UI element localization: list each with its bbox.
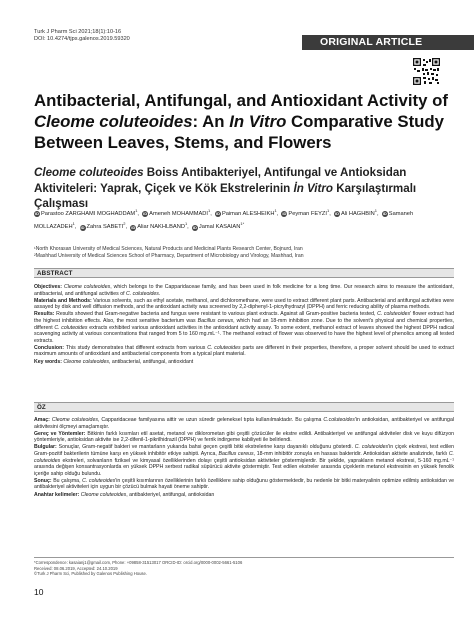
author-separator: , [187, 224, 192, 231]
author-affiliation-number: 1 [184, 221, 188, 227]
author-separator: , [210, 210, 215, 217]
oz-text: 'in çiçek ekstresi, test edilen Gram-pozitif bakterilerin tümüne karşı en yüksek inhibitör etkiye sahipti. Ayrıca, [34, 444, 455, 457]
amac-label: Amaç: [34, 417, 52, 423]
author-affiliation-number: 1 [274, 208, 277, 213]
author-name: Jamal KASAIAN [198, 224, 241, 231]
author-separator: , [329, 210, 334, 217]
orcid-icon[interactable]: iD [192, 224, 197, 230]
correspondence-note: *Correspondence: kasaianj1@gmail.com, Phone: +09858-31513017 ORCID-ID: orcid.org/0000-0002-5661-5106 [34, 560, 243, 565]
abstract-objectives [34, 284, 454, 297]
footer-notes [34, 560, 454, 577]
oz-body [34, 417, 454, 499]
author-name: Samaneh MOLLAZADEH [34, 210, 414, 231]
title-in-vitro: In Vitro [229, 112, 287, 131]
orcid-icon[interactable]: iD [282, 211, 287, 217]
orcid-icon[interactable]: iD [334, 211, 339, 217]
received-accepted-dates: Received: 08.06.2019, Accepted: 24.10.2019 [34, 565, 118, 571]
journal-reference [34, 29, 130, 43]
anahtar-label: Anahtar kelimeler: [34, 491, 81, 498]
title-text: Antibacterial, Antifungal, and Antioxidant Activity of [34, 91, 448, 110]
oz-bulgular [34, 444, 454, 477]
author-item [142, 208, 215, 217]
qr-code-icon[interactable] [413, 58, 440, 85]
title-tr-text: Karşılaştırmalı Çalışması [34, 181, 417, 210]
abstract-text: parts are different in their properties, therefore, a proper solvent should be used to extract maximum amounts of antioxidant and antibacterial components from a typical plant material. [34, 344, 454, 358]
orcid-icon[interactable]: iD [35, 211, 39, 217]
author-affiliation-number: 1 [207, 208, 211, 213]
author-item [281, 208, 334, 217]
author-list [34, 206, 454, 233]
page-number: 10 [34, 587, 44, 597]
affiliation-1: ¹North Khorasan University of Medical Sciences, Natural Products and Medicinal Plants Research Center, Bojnurd, Iran [34, 246, 303, 252]
species-name: C. coluteoides [126, 290, 159, 297]
abstract-keywords [34, 359, 454, 366]
oz-anahtar [34, 492, 454, 499]
article-type-banner [302, 35, 474, 50]
bacterium-name: Bacillus cereus [197, 317, 234, 324]
journal-citation: Turk J Pharm Sci 2021;18(1):10-16 [34, 29, 122, 35]
species-name: C. coluteoides [207, 344, 241, 351]
author-name: Zahra SABETI [86, 224, 124, 231]
abstract-text: ' flower extract had the highest inhibition effects. Also, the most sensitive bacterium was [34, 311, 454, 324]
author-item [34, 208, 143, 217]
oz-amac [34, 417, 454, 430]
oz-heading-bar [34, 402, 454, 412]
species-name: Cleome coluteoides [63, 358, 109, 365]
footer-divider [34, 557, 454, 558]
orcid-icon[interactable]: iD [215, 211, 220, 217]
author-affiliation-number: 1 [374, 208, 378, 213]
abstract-text: This study demonstrates that different extracts from various [65, 344, 208, 351]
keywords-text: , antibacterial, antifungal, antioxidant [108, 358, 194, 365]
oz-gerec [34, 431, 454, 444]
abstract-text: . [158, 290, 161, 297]
results-label: Results: [34, 311, 57, 318]
sonuc-label: Sonuç: [34, 477, 54, 484]
bacterium-name: Bacillus cereus [218, 450, 254, 457]
oz-text: 'in antioksidan, antibakteriyel ve antifungal aktivitesini ölçmeyi amaçlamıştır. [34, 417, 454, 430]
title-text: : An [192, 112, 230, 131]
species-name: C. coluteoides [54, 324, 88, 331]
author-name: Peyman FEYZI [288, 210, 327, 217]
anahtar-text: , antibakteriyel, antifungal, antioksidan [126, 491, 215, 498]
objectives-label: Objectives: [34, 284, 65, 290]
conclusion-label: Conclusion: [34, 344, 66, 351]
author-separator: , [74, 224, 80, 231]
gerec-label: Gereç ve Yöntemler: [34, 430, 88, 437]
title-tr-text: Boiss Antibakteriyel, Antifungal ve Antioksidan Aktiviteleri: Yaprak, Çiçek ve Kök Ekstrelerinin [34, 166, 407, 195]
title-tr-in-vitro: İn Vitro [293, 181, 333, 195]
title-species: Cleome coluteoides [34, 112, 193, 131]
abstract-conclusion [34, 345, 454, 358]
abstract-text: , which belongs to the Capparidaceae family, and has been used in folk medicine for a long time. Our research aims to measure the antioxidant, antibacterial, and antifungal activities of [34, 284, 455, 297]
author-item [334, 208, 382, 217]
species-name: Cleome coluteoides [80, 491, 127, 498]
author-name: Ali HAGHBIN [340, 210, 375, 217]
oz-text: Bu çalışma, [53, 477, 83, 484]
abstract-methods [34, 298, 454, 311]
species-name: C. coluteoides [34, 450, 454, 464]
species-name: Cleome coluteoides [64, 284, 111, 290]
copyright-note: ©Turk J Pharm Sci, Published by Galenos Publishing House. [34, 571, 148, 577]
oz-text: , 18-mm inhibitör zonuyla en hassas bakteridir. Antioksidan aktivite analizinde, farklı [253, 450, 449, 457]
oz-text: ekstreleri, solvanların fiziksel ve kimyasal özelliklerinden dolayı çeşitli antioksidan aktiviteler göstermişlerdir. Bir şekilde, yaprakların metanol ekstresi, 5-160 mg.mL⁻¹ arasında değişen konsantrasyonlarda en yüksek DPPH serbest radikal süpürücü aktivite göstermiştir. Test edilen ekstreler arasında çiçeklerin metanol ekstresinin en yüksek fenolik içeriğe sahip olduğu bulundu. [34, 457, 454, 477]
abstract-body [34, 284, 454, 366]
author-separator: , [377, 210, 382, 217]
title-text: Comparative Study Between Leaves, Stems, and Flowers [34, 112, 444, 152]
article-title-turkish [34, 165, 454, 212]
orcid-icon[interactable]: iD [131, 224, 136, 230]
author-affiliation-number: 1 [326, 208, 330, 213]
species-name: C.coluteoides [323, 417, 355, 423]
author-affiliation-number: 2 [123, 221, 126, 227]
abstract-text: extracts exhibited various antioxidant activities in the antioxidant activity assay. To some extent, methanol extract of leaves showed the highest DPPH radical scavenging activity at various concentrations that ranged from 5 to 160 mg.mL⁻¹. The methanol extract of flower was observed to have the highest level of phenolics among all tested extracts. [34, 324, 455, 344]
keywords-label: Key words: [34, 358, 64, 365]
doi-link[interactable]: DOI: 10.4274/tjps.galenos.2019.59320 [34, 36, 130, 43]
oz-heading: ÖZ [37, 404, 46, 411]
affiliation-2: ²Mashhad University of Medical Sciences School of Pharmacy, Department of Microbiology and Virology, Mashhad, Iran [34, 253, 304, 260]
author-name: Parastoo ZARGHAMI MOGHADDAM [41, 210, 136, 217]
author-item [192, 221, 245, 231]
author-separator: , [137, 210, 143, 217]
abstract-heading-bar [34, 268, 454, 278]
orcid-icon[interactable]: iD [143, 211, 148, 217]
article-title [34, 90, 454, 153]
orcid-icon[interactable]: iD [382, 211, 387, 217]
oz-sonuc [34, 478, 454, 491]
oz-text: Sonuçlar, Gram-negatif bakteri ve mantarların yukarıda bahsi geçen çeşitli bitki ekstrelerine karşı dayanıklı olduğunu gösterdi. [58, 444, 355, 451]
species-name: C. coluteoides [82, 477, 116, 484]
author-item [215, 208, 282, 217]
author-name: Ameneh MOHAMMADI [149, 210, 208, 217]
abstract-text: , which had an 18-mm inhibition zone. Due to the solvent's physical and chemical properties, different [34, 317, 454, 331]
author-affiliation-number: 1 [72, 221, 75, 227]
author-separator: , [125, 224, 131, 231]
abstract-results [34, 311, 454, 344]
oz-text: 'in çeşitli kısımlarının özelliklerinin farklı özelliklere sahip olduğunu göstermektedir, bu nedenle bir bitki materyalinin optimize edilmiş antioksidan ve antibakteriyel aktiviteleri için uygun bir çözücü bulmak hayati öneme sahiptir. [34, 477, 454, 491]
author-name: Aliar NAKHLBAND [137, 224, 185, 231]
methods-label: Materials and Methods: [34, 297, 94, 304]
species-name: C. coluteoides [354, 444, 389, 451]
abstract-text: Results showed that Gram-negative bacteria and fungus were resistant to various plant extracts. Against all Gram-positive bacteria tested, [56, 311, 378, 318]
species-name: C. coluteoides [377, 311, 411, 318]
bulgular-label: Bulgular: [34, 444, 59, 451]
affiliations [34, 246, 454, 261]
author-affiliation-number: 1 [135, 208, 138, 213]
title-tr-species: Cleome coluteoides [34, 166, 144, 179]
abstract-heading: ABSTRACT [37, 270, 73, 277]
article-type-label: ORIGINAL ARTICLE [320, 36, 423, 48]
oz-text: Bitkinin farklı kısımları etil asetat, metanol ve diklorometan gibi çeşitli çözücüler ile ekstre edildi. Antibakteriyel ve antifungal aktiviteler disk ve kuyu difüzyon yöntemleriyle, antioksidan aktivite ise 2,2-difenil-1-pikrilhidrazil (DPPH) ve ferrik indirgeme kabiliyeti ile belirlendi. [34, 430, 454, 444]
author-name: Paiman ALESHEIKH [221, 210, 275, 217]
author-affiliation-number: 1* [240, 221, 245, 227]
author-item [130, 221, 192, 231]
author-item [80, 221, 131, 231]
abstract-text: Various solvents, such as ethyl acetate, methanol, and dichloromethane, were used to extract different plant parts. Antibacterial and antifungal activities were assayed by disk and well diffusion methods, and the antioxidant activity was screened by 2,2-diphenyl-1-picrylhydrazyl (DPPH) and ferric reducing ability of plasma methods. [34, 297, 455, 311]
author-separator: , [276, 210, 282, 217]
oz-text: , Capparidaceae familyasına aittir ve uzun süredir geleneksel tıpta kullanılmaktadır. Bu çalışma [97, 417, 324, 423]
orcid-icon[interactable]: iD [80, 224, 85, 230]
species-name: Cleome coluteoides [51, 417, 98, 423]
